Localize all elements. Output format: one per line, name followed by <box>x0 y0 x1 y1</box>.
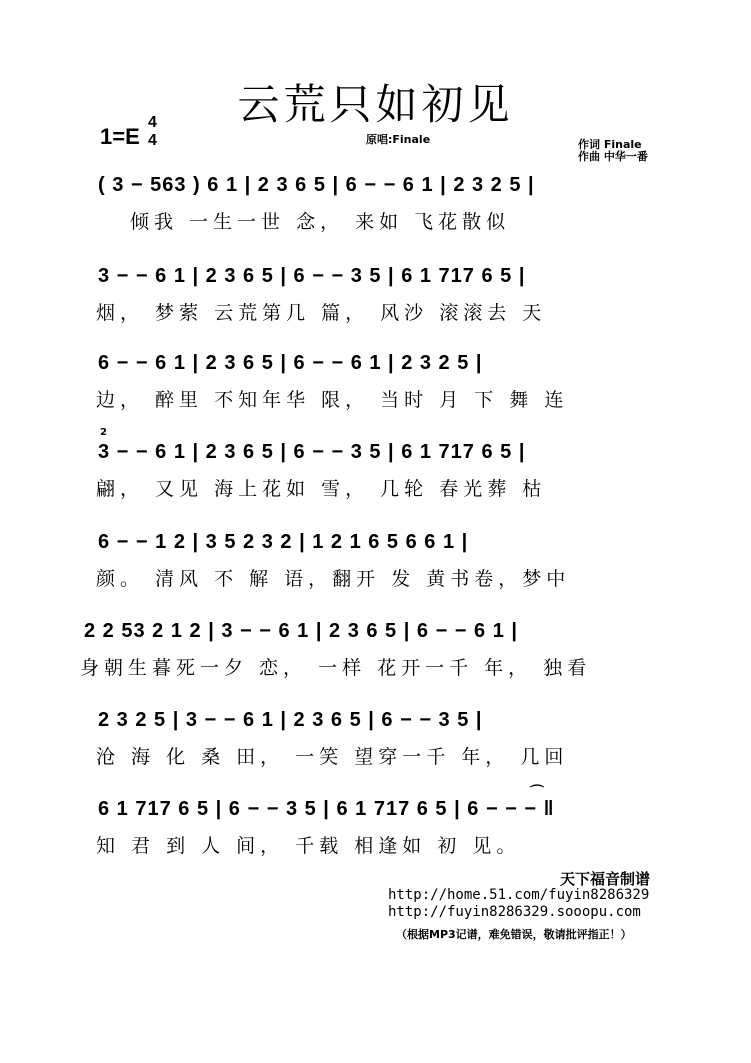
score-line-1 <box>0 174 751 254</box>
lyricist: 作词 Finale <box>578 138 642 151</box>
key-signature: 1=E <box>100 124 140 149</box>
score-line-2 <box>0 265 751 345</box>
score-line-6 <box>0 620 751 700</box>
lyrics-line-1: 倾我 一生一世 念， 来如 飞花散似 <box>130 211 511 233</box>
notes-line-5: 6 − − 1 2 | 3 5 2 3 2 | 1 2 1 6 5 6 6 1 | <box>98 531 469 553</box>
notes-line-4: 3 − − 6 1 | 2 3 6 5 | 6 − − 3 5 | 6 1 717 6 5 | <box>98 441 526 463</box>
url-link-2[interactable]: http://fuyin8286329.sooopu.com <box>388 904 641 920</box>
time-signature <box>148 114 157 150</box>
notes-line-2: 3 − − 6 1 | 2 3 6 5 | 6 − − 3 5 | 6 1 717 6 5 | <box>98 265 526 287</box>
lyrics-line-4: 翩， 又见 海上花如 雪， 几轮 春光葬 枯 <box>96 478 547 500</box>
notes-line-3: 6 − − 6 1 | 2 3 6 5 | 6 − − 6 1 | 2 3 2 5 | <box>98 352 483 374</box>
score-line-3 <box>0 352 751 432</box>
notes-line-1: ( 3 − 563 ) 6 1 | 2 3 6 5 | 6 − − 6 1 | 2 3 2 5 | <box>98 174 535 196</box>
score-line-7 <box>0 709 751 789</box>
score-line-8 <box>0 785 751 878</box>
grace-note: 2 <box>100 427 107 438</box>
original-singer: 原唱:Finale <box>366 133 431 146</box>
notes-line-8: 6 1 717 6 5 | 6 − − 3 5 | 6 1 717 6 5 | 6 − − − ‖ <box>98 798 555 820</box>
fermata-mark: ⌒ <box>530 785 544 801</box>
lyrics-line-2: 烟， 梦萦 云荒第几 篇， 风沙 滚滚去 天 <box>96 302 547 324</box>
lyrics-line-8: 知 君 到 人 间， 千载 相逢如 初 见。 <box>96 835 521 857</box>
credit: 天下福音制谱 <box>560 870 651 888</box>
time-signature-top: 4 <box>148 114 157 131</box>
score-line-4 <box>0 427 751 521</box>
lyrics-line-7: 沧 海 化 桑 田， 一笑 望穿一千 年， 几回 <box>96 746 569 768</box>
lyrics-line-5: 颜。 清风 不 解 语，翻开 发 黄书卷，梦中 <box>96 568 571 590</box>
time-signature-bottom: 4 <box>148 132 157 149</box>
notes-line-7: 2 3 2 5 | 3 − − 6 1 | 2 3 6 5 | 6 − − 3 5 | <box>98 709 483 731</box>
url-link-1[interactable]: http://home.51.com/fuyin8286329 <box>388 887 650 903</box>
disclaimer: （根据MP3记谱，难免错误，敬请批评指正！） <box>396 928 632 941</box>
composer: 作曲 中华一番 <box>578 150 648 163</box>
song-title: 云荒只如初见 <box>237 80 514 129</box>
score-line-5 <box>0 531 751 611</box>
notes-line-6: 2 2 53 2 1 2 | 3 − − 6 1 | 2 3 6 5 | 6 − − 6 1 | <box>84 620 518 642</box>
lyrics-line-6: 身朝生暮死一夕 恋， 一样 花开一千 年， 独看 <box>80 657 592 679</box>
lyrics-line-3: 边， 醉里 不知年华 限， 当时 月 下 舞 连 <box>96 389 569 411</box>
